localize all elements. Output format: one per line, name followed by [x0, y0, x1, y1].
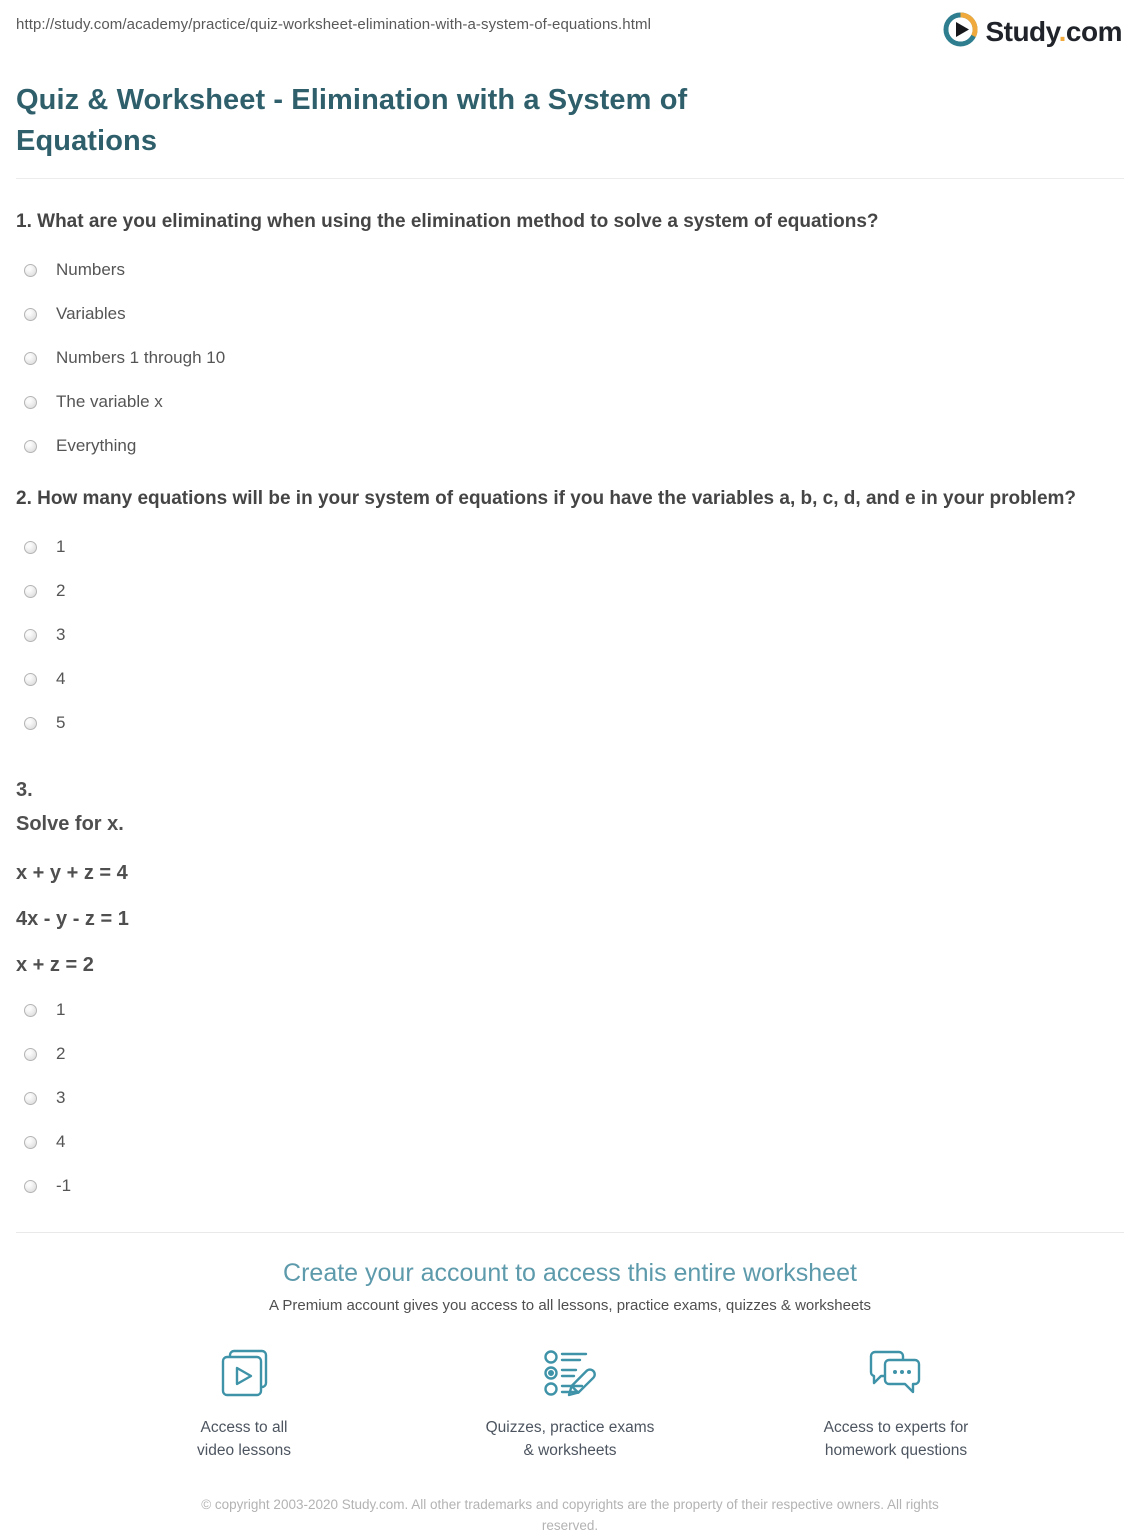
question-1-heading: 1. What are you eliminating when using the elimination method to solve a system of equations?	[16, 211, 879, 232]
option-label[interactable]: Numbers	[56, 260, 125, 279]
page-title: Quiz & Worksheet - Elimination with a System of Equations	[16, 84, 688, 157]
option-label[interactable]: 1	[56, 537, 66, 556]
study-logo[interactable]	[942, 11, 1122, 53]
option-row[interactable]	[16, 1132, 1124, 1152]
radio-button[interactable]	[24, 629, 37, 642]
question-2	[16, 485, 1124, 733]
option-row[interactable]	[16, 537, 1124, 557]
signup-section	[16, 1259, 1124, 1462]
option-row[interactable]	[16, 304, 1124, 324]
equation-3: x + z = 2	[16, 954, 94, 976]
option-label[interactable]: 2	[56, 1044, 66, 1063]
radio-button[interactable]	[24, 673, 37, 686]
homework-experts-icon	[863, 1344, 929, 1404]
feature-label: Access to all video lessons	[197, 1419, 291, 1459]
radio-button[interactable]	[24, 585, 37, 598]
option-row[interactable]	[16, 1044, 1124, 1064]
option-row[interactable]	[16, 260, 1124, 280]
question-3-prompt: Solve for x.	[16, 813, 124, 835]
feature-quizzes-worksheets	[455, 1344, 685, 1462]
radio-button[interactable]	[24, 541, 37, 554]
option-row[interactable]	[16, 1000, 1124, 1020]
option-label[interactable]: 3	[56, 1088, 66, 1107]
create-account-link[interactable]: Create your account to access this entire worksheet	[283, 1259, 857, 1287]
question-1-options	[16, 260, 1124, 456]
option-label[interactable]: -1	[56, 1176, 72, 1195]
question-1	[16, 208, 1124, 456]
radio-button[interactable]	[24, 264, 37, 277]
feature-video-lessons	[129, 1344, 359, 1462]
signup-subtitle: A Premium account gives you access to all lessons, practice exams, quizzes & worksheets	[269, 1297, 871, 1314]
option-label[interactable]: Variables	[56, 304, 126, 323]
radio-button[interactable]	[24, 308, 37, 321]
radio-button[interactable]	[24, 1180, 37, 1193]
feature-list	[16, 1344, 1124, 1462]
option-label[interactable]: 1	[56, 1000, 66, 1019]
question-2-options	[16, 537, 1124, 733]
option-label[interactable]: Numbers 1 through 10	[56, 348, 226, 367]
quizzes-worksheets-icon	[538, 1344, 602, 1404]
option-row[interactable]	[16, 348, 1124, 368]
main-content	[0, 80, 1140, 1536]
option-row[interactable]	[16, 713, 1124, 733]
title-divider	[16, 178, 1124, 179]
equation-2: 4x - y - z = 1	[16, 908, 129, 930]
feature-label: Access to experts for homework questions	[823, 1419, 969, 1459]
study-logo-text: Study.com	[985, 16, 1122, 47]
option-label[interactable]: The variable x	[56, 392, 163, 411]
copyright-text: © copyright 2003-2020 Study.com. All other trademarks and copyrights are the property of their respective owners. All rights reserved.	[201, 1497, 939, 1533]
option-row[interactable]	[16, 1088, 1124, 1108]
radio-button[interactable]	[24, 1136, 37, 1149]
option-label[interactable]: 4	[56, 1132, 66, 1151]
radio-button[interactable]	[24, 352, 37, 365]
feature-label: Quizzes, practice exams & worksheets	[485, 1419, 655, 1459]
option-row[interactable]	[16, 392, 1124, 412]
page-header	[0, 0, 1140, 53]
option-label[interactable]: 3	[56, 625, 66, 644]
page-url: http://study.com/academy/practice/quiz-worksheet-elimination-with-a-system-of-equations.html	[16, 16, 651, 33]
option-row[interactable]	[16, 669, 1124, 689]
radio-button[interactable]	[24, 1048, 37, 1061]
option-label[interactable]: Everything	[56, 436, 137, 455]
study-logo-icon	[942, 11, 979, 53]
option-row[interactable]	[16, 436, 1124, 456]
question-2-heading: 2. How many equations will be in your system of equations if you have the variables a, b, c, d, and e in your problem?	[16, 488, 1077, 509]
radio-button[interactable]	[24, 440, 37, 453]
equation-1: x + y + z = 4	[16, 862, 128, 884]
option-label[interactable]: 5	[56, 713, 66, 732]
option-row[interactable]	[16, 625, 1124, 645]
radio-button[interactable]	[24, 1092, 37, 1105]
feature-homework-experts	[781, 1344, 1011, 1462]
option-row[interactable]	[16, 1176, 1124, 1196]
question-3-options	[16, 1000, 1124, 1196]
radio-button[interactable]	[24, 717, 37, 730]
signup-section-divider	[16, 1232, 1124, 1233]
video-lessons-icon	[213, 1344, 275, 1404]
option-label[interactable]: 4	[56, 669, 66, 688]
radio-button[interactable]	[24, 1004, 37, 1017]
option-label[interactable]: 2	[56, 581, 66, 600]
question-3-number: 3.	[16, 779, 33, 801]
radio-button[interactable]	[24, 396, 37, 409]
option-row[interactable]	[16, 581, 1124, 601]
question-3	[16, 777, 1124, 1196]
